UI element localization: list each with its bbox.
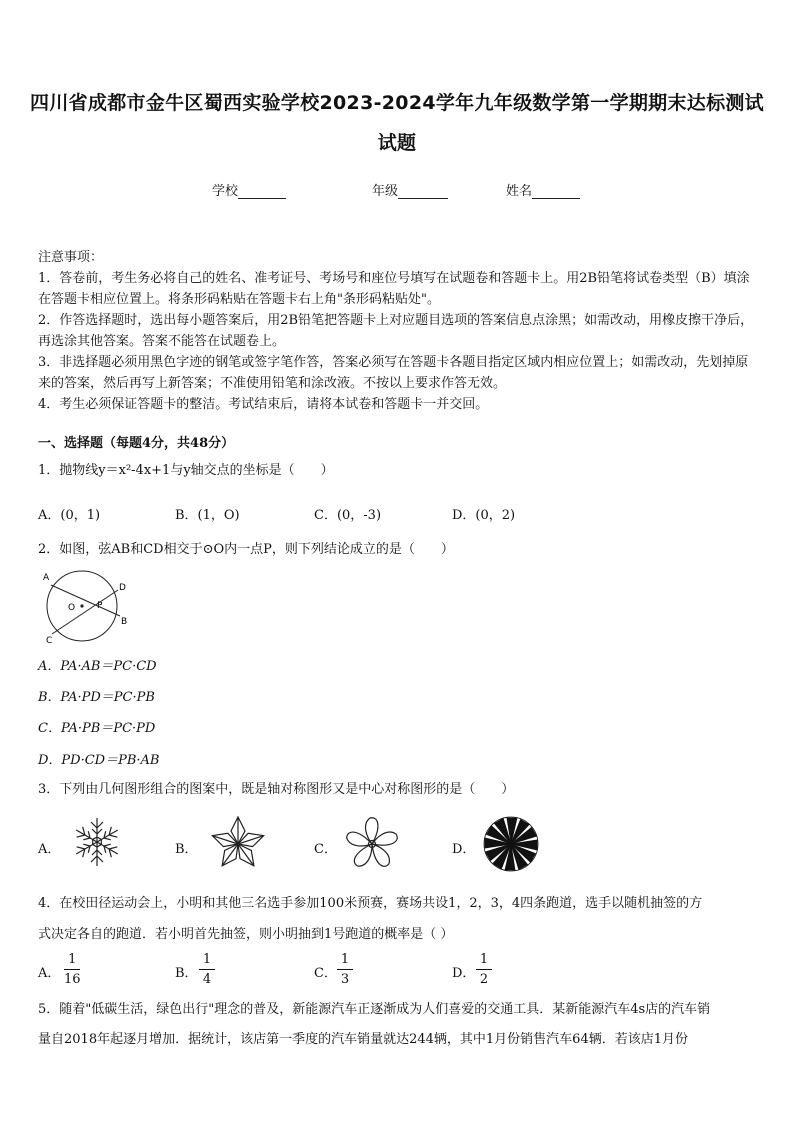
q4-option-b-fraction	[199, 952, 215, 987]
name-blank[interactable]	[532, 185, 580, 199]
q4-option-a-letter: A．	[38, 966, 61, 981]
numerator: 1	[68, 952, 77, 967]
question-5-stem: 5．随着"低碳生活，绿色出行"理念的普及，新能源汽车正逐渐成为人们喜爱的交通工具．某新能源汽车4s店的汽车销	[38, 1002, 711, 1017]
snowflake-icon	[70, 815, 124, 869]
point-p-label: P	[97, 601, 103, 611]
point-a-label: A	[43, 573, 50, 583]
q3-option-c: C．	[314, 842, 337, 857]
document-title: 四川省成都市金牛区蜀西实验学校2023-2024学年九年级数学第一学期期末达标测试	[30, 92, 764, 114]
q2-option-c: C．PA·PB＝PC·PD	[38, 721, 156, 736]
q1-option-d: D．(0，2)	[452, 508, 516, 523]
notes-item: 3．非选择题必须用黑色字迹的钢笔或签字笔作答，答案必须写在答题卡各题目指定区域内相应位置上；如需改动，先划掉原来的答案，然后再写上新答案；不准使用铅笔和涂改液。不按以上要求作答无效。	[38, 355, 749, 391]
document-title-line2: 试题	[377, 132, 417, 154]
q1-option-c: C．(0，-3)	[314, 508, 382, 523]
denominator: 4	[202, 972, 212, 987]
grade-label: 年级	[372, 184, 399, 199]
q4-option-d-letter: D．	[452, 966, 476, 981]
name-label: 姓名	[506, 184, 533, 199]
q2-option-a: A．PA·AB＝PC·CD	[38, 659, 157, 674]
q4-option-c-fraction	[337, 952, 353, 987]
question-1-stem: 1．抛物线y＝x²-4x+1与y轴交点的坐标是（ ）	[38, 463, 334, 478]
q3-option-d: D．	[452, 842, 476, 857]
radial-wheel-icon	[482, 815, 540, 873]
point-o-label: O	[68, 603, 76, 613]
fraction-bar	[64, 969, 80, 970]
center-point	[80, 604, 83, 607]
q4-option-c-letter: C．	[314, 966, 337, 981]
point-c-label: C	[46, 636, 53, 644]
notes-item: 4．考生必须保证答题卡的整洁。考试结束后，请将本试卷和答题卡一并交回。	[38, 397, 489, 412]
question-3-stem: 3．下列由几何图形组合的图案中，既是轴对称图形又是中心对称图形的是（ ）	[38, 782, 515, 797]
fraction-bar	[337, 969, 353, 970]
grade-field[interactable]	[372, 180, 448, 199]
section-heading: 一、选择题（每题4分，共48分）	[38, 436, 235, 451]
school-blank[interactable]	[238, 185, 286, 199]
q2-option-d: D．PD·CD＝PB·AB	[38, 753, 160, 768]
numerator: 1	[202, 952, 212, 967]
denominator: 2	[479, 972, 489, 987]
notes-item: 2．作答选择题时，选出每小题答案后，用2B铅笔把答题卡上对应题目选项的答案信息点涂黑；如需改动，用橡皮擦干净后，再选涂其他答案。答案不能答在试题卷上。	[38, 313, 754, 349]
grade-blank[interactable]	[398, 185, 448, 199]
q1-option-b: B．(1，O)	[175, 508, 240, 523]
star-petal-icon	[209, 815, 267, 873]
point-d-label: D	[119, 583, 126, 593]
denominator: 3	[340, 972, 350, 987]
q4-option-d-fraction	[476, 952, 492, 987]
question-5-stem-line2: 量自2018年起逐月增加．据统计，该店第一季度的汽车销量就达244辆，其中1月份销售汽车64辆．若该店1月份	[38, 1032, 688, 1047]
chord-cd	[52, 590, 118, 634]
school-field[interactable]	[212, 180, 286, 199]
q4-option-a-fraction	[62, 952, 83, 987]
numerator: 1	[479, 952, 489, 967]
q2-option-b: B．PA·PD＝PC·PB	[38, 690, 155, 705]
school-label: 学校	[212, 184, 239, 199]
q1-option-a: A．(0，1)	[38, 508, 101, 523]
notes-item: 1．答卷前，考生务必将自己的姓名、准考证号、考场号和座位号填写在试题卷和答题卡上。用2B铅笔将试卷类型（B）填涂在答题卡相应位置上。将条形码粘贴在答题卡右上角"条形码粘贴处"。	[38, 271, 750, 307]
circle-chord-figure	[38, 570, 138, 644]
question-2-stem: 2．如图，弦AB和CD相交于⊙O内一点P，则下列结论成立的是（ ）	[38, 542, 454, 557]
exam-notes	[38, 247, 756, 415]
question-4-stem-line2: 式决定各自的跑道．若小明首先抽签，则小明抽到1号跑道的概率是（ ）	[38, 927, 454, 942]
q3-option-b: B．	[175, 842, 198, 857]
pinwheel-icon	[343, 815, 401, 873]
q3-option-a: A．	[38, 842, 61, 857]
question-4-stem: 4．在校田径运动会上，小明和其他三名选手参加100米预赛，赛场共设1，2，3，4四条跑道，选手以随机抽签的方	[38, 896, 703, 911]
fraction-bar	[199, 969, 215, 970]
fraction-bar	[476, 969, 492, 970]
denominator: 16	[64, 972, 81, 987]
point-b-label: B	[121, 617, 128, 627]
notes-heading: 注意事项：	[38, 250, 104, 265]
numerator: 1	[340, 952, 350, 967]
q4-option-b-letter: B．	[175, 966, 198, 981]
name-field[interactable]	[506, 180, 580, 199]
